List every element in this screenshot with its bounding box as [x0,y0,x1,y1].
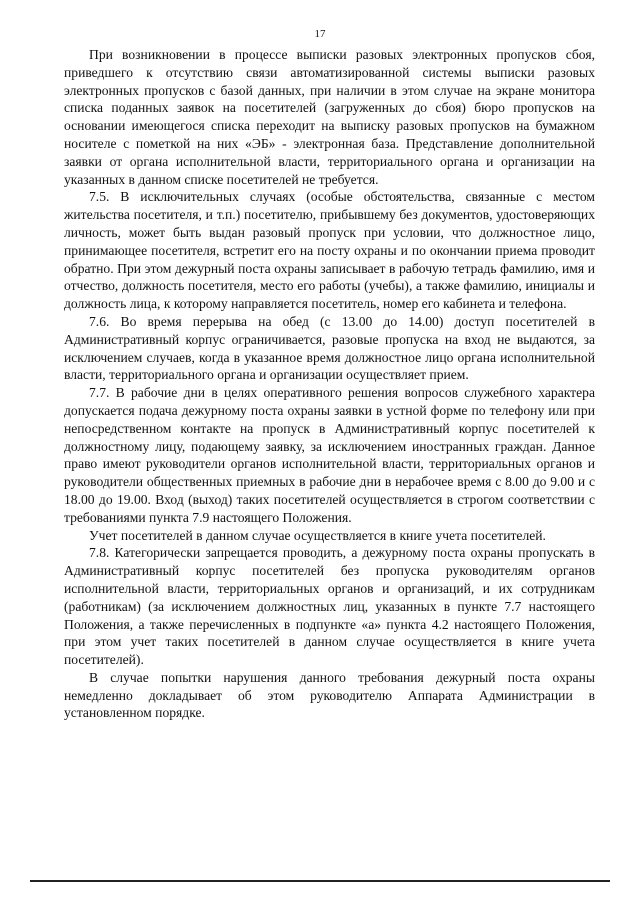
paragraph-violation-report: В случае попытки нарушения данного требования дежурный поста охраны немедленно докладывает об этом руководителю Аппарата Администрации в установленном порядке. [64,669,595,721]
paragraph-eb-failure: При возникновении в процессе выписки разовых электронных пропусков сбоя, приведшего к отсутствию связи автоматизированной системы выписки разовых электронных пропусков с базой данных, при наличии в этом случае на экране монитора списка поданных заявок на посетителей (загруженных до сбоя) бюро пропусков на основании имеющегося списка переходит на выписку разовых пропусков на бумажном носителе с пометкой на них «ЭБ» - электронная база. Представление дополнительной заявки от органа исполнительной власти, территориального органа и организации на указанных в данном списке посетителей не требуется. [64,47,595,187]
paragraph-7-8: 7.8. Категорически запрещается проводить, а дежурному поста охраны пропускать в Административный корпус посетителей без пропуска руководителям органов исполнительной власти, территориальных органов и организаций, и их сотрудникам (работникам) (за исключением должностных лиц, указанных в пункте 7.7 настоящего Положения, а также перечисленных в подпункте «а» пункта 4.2 настоящего Положения, при этом учет таких посетителей в данном случае осуществляется в книге учета посетителей). [64,545,595,668]
paragraph-7-6: 7.6. Во время перерыва на обед (с 13.00 до 14.00) доступ посетителей в Административный корпус ограничивается, разовые пропуска на вход не выдаются, за исключением случаев, когда в указанное время должностное лицо органа исполнительной власти, территориального органа и организации осуществляет прием. [64,313,595,383]
paragraph-7-7: 7.7. В рабочие дни в целях оперативного решения вопросов служебного характера допускается подача дежурному поста охраны заявки в устной форме по телефону или при непосредственном контакте на пропуск в Административный корпус посетителей к должностному лицу, подающему заявку, за исключением иностранных граждан. Данное право имеют руководители органов исполнительной власти, территориальных органов и руководители общественных приемных в рабочие дни в нерабочее время с 8.00 до 9.00 и с 18.00 до 19.00. Вход (выход) таких посетителей осуществляется в строгом соответствии с требованиями пункта 7.9 настоящего Положения. [64,385,595,525]
paragraph-7-5: 7.5. В исключительных случаях (особые обстоятельства, связанные с местом жительства посетителя, и т.п.) посетителю, прибывшему без документов, удостоверяющих личность, может быть выдан разовый пропуск при условии, что должностное лицо, принимающее посетителя, встретит его на посту охраны и по окончании приема проводит обратно. При этом дежурный поста охраны записывает в рабочую тетрадь фамилию, имя и отчество, должность посетителя, место его работы (учебы), а также фамилию, инициалы и должность лица, к которому направляется посетитель, номер его кабинета и телефона. [64,189,595,312]
document-body [64,46,595,722]
bottom-divider [30,880,610,882]
page-number: 17 [314,28,326,40]
paragraph-visitor-log: Учет посетителей в данном случае осуществляется в книге учета посетителей. [89,527,546,543]
